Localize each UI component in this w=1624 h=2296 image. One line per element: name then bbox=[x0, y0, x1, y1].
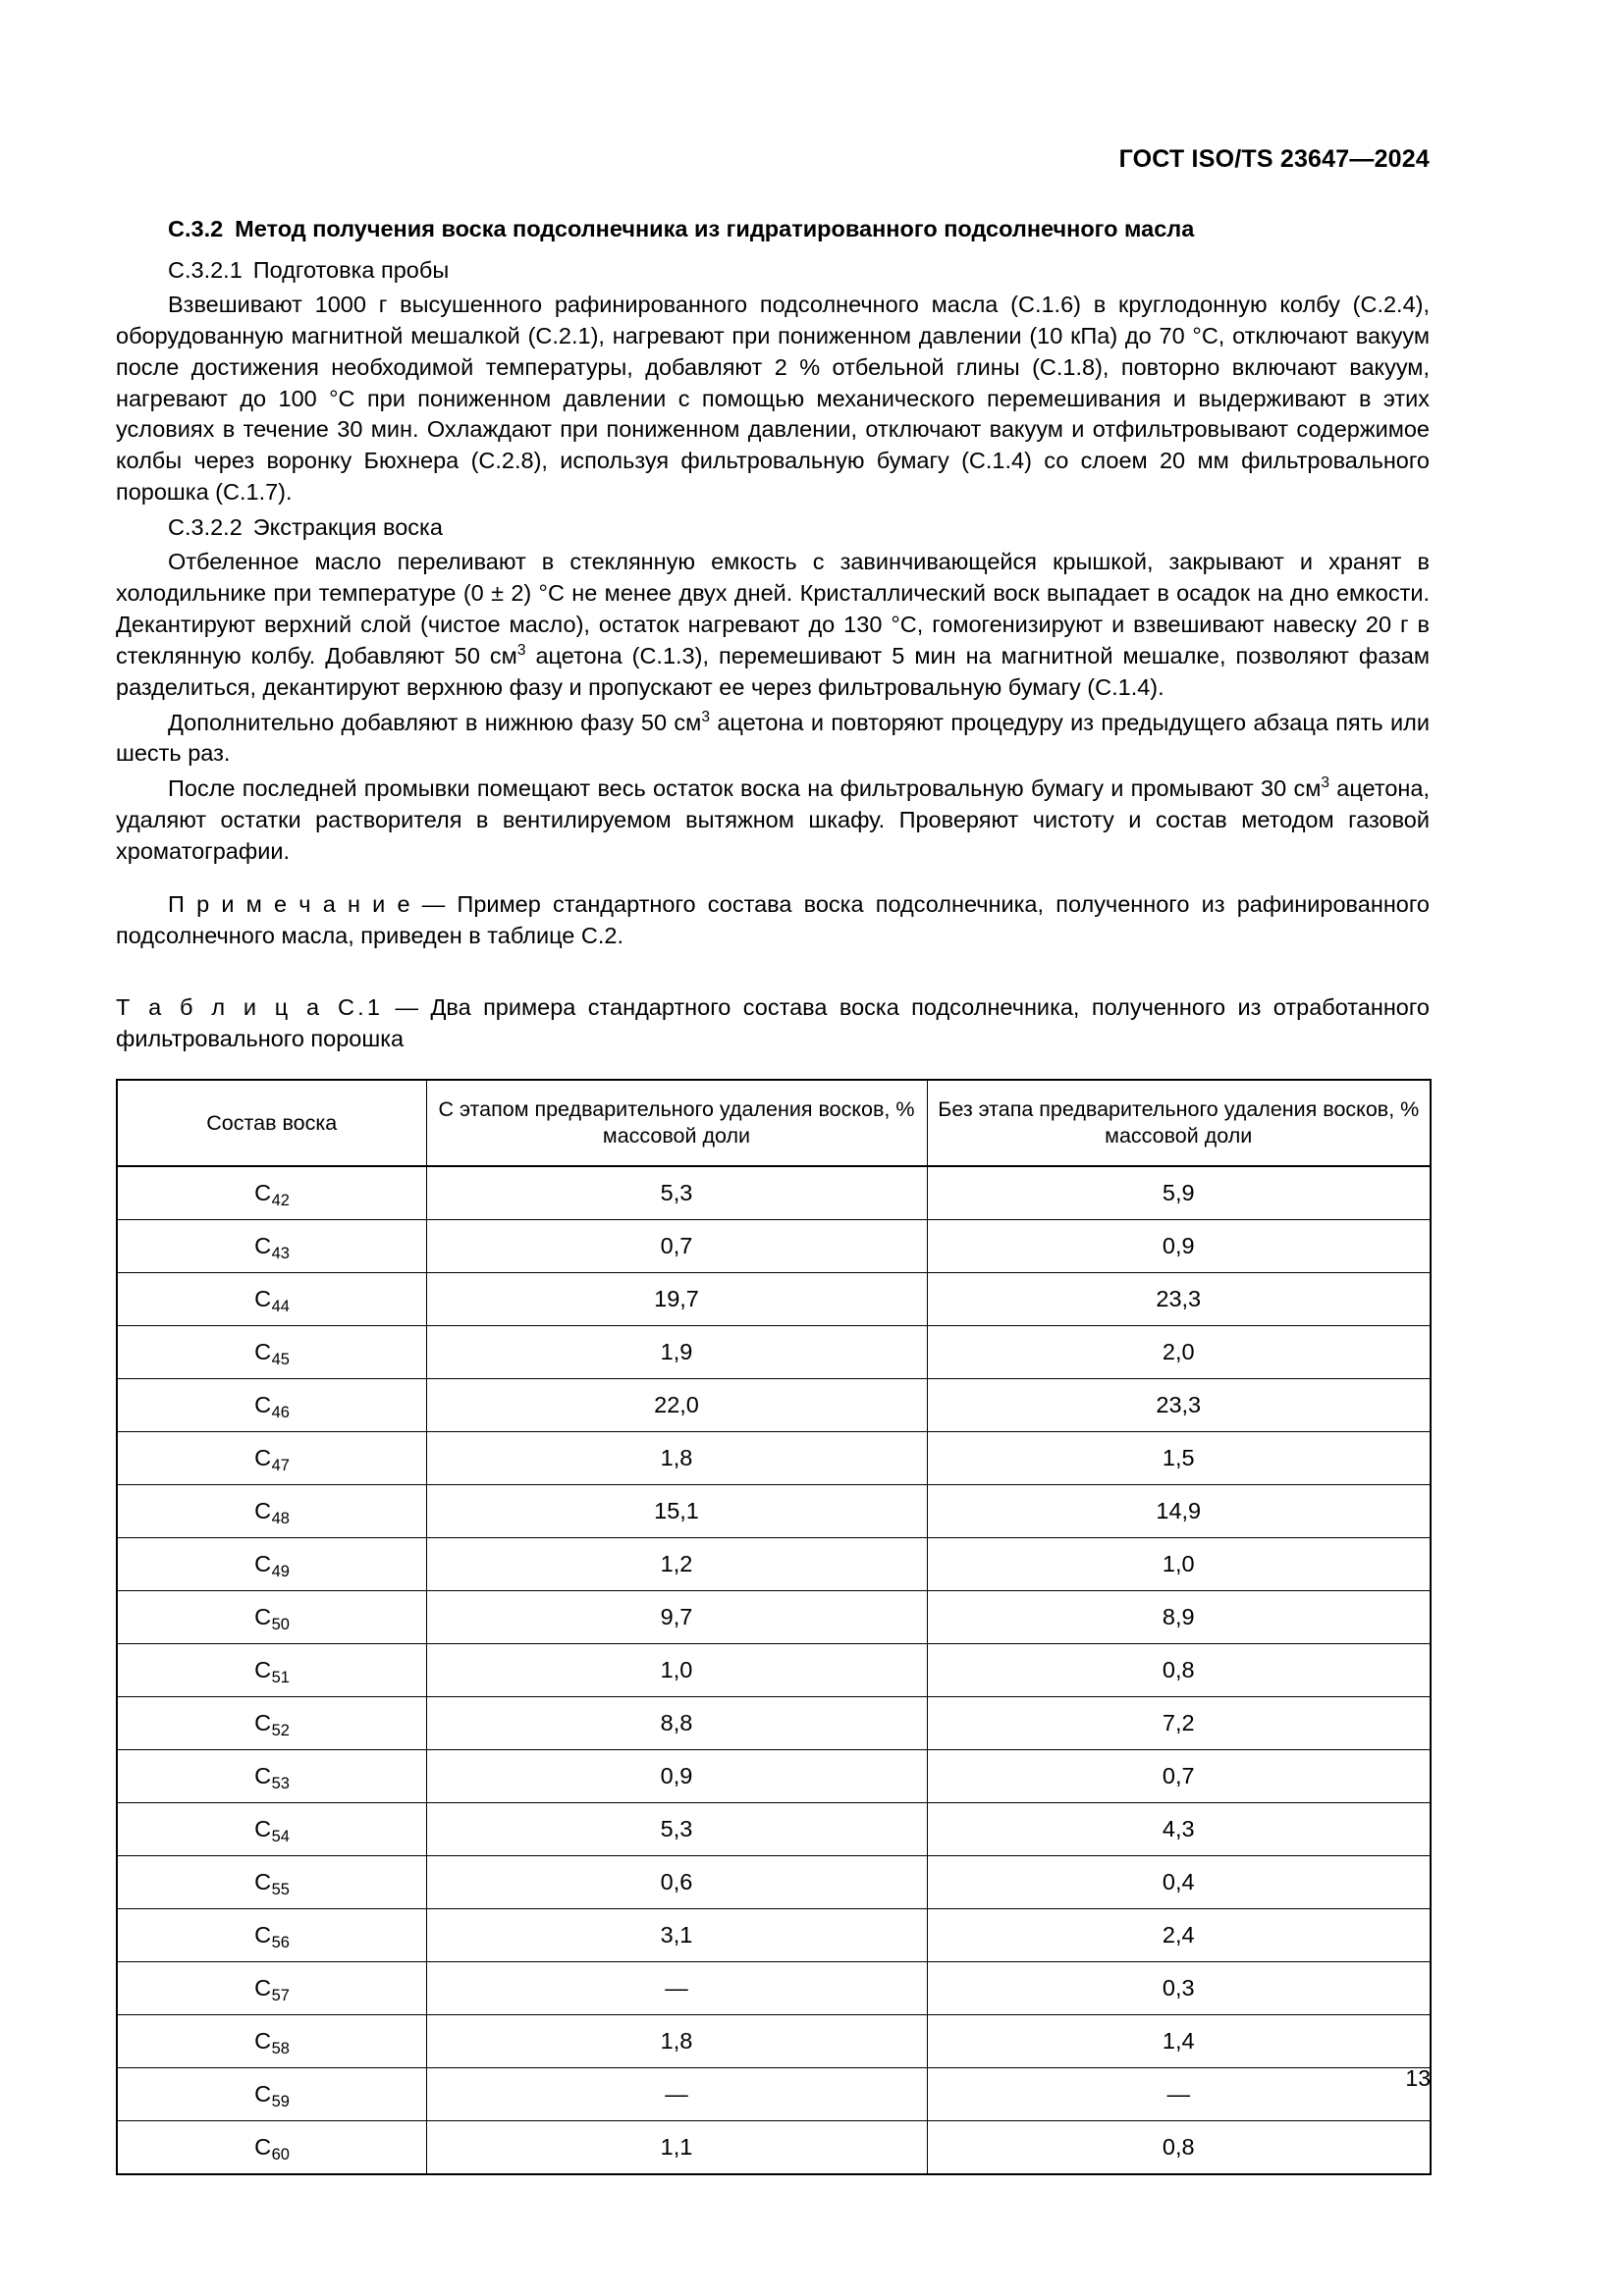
cell-with-prewax: 1,9 bbox=[426, 1326, 927, 1379]
table-row bbox=[117, 1909, 1431, 1962]
table-caption-text: Два примера стандартного состава воска подсолнечника, полученного из отработанного фильтровального порошка bbox=[116, 994, 1430, 1052]
cell-composition bbox=[117, 1803, 426, 1856]
subsection-title: Экстракция воска bbox=[252, 513, 443, 540]
page-content bbox=[116, 214, 1430, 2175]
cell-with-prewax: 1,8 bbox=[426, 1432, 927, 1485]
column-header-composition: Состав воска bbox=[117, 1080, 426, 1166]
cell-with-prewax: 19,7 bbox=[426, 1273, 927, 1326]
cell-with-prewax: 22,0 bbox=[426, 1379, 927, 1432]
composition-subscript: 49 bbox=[271, 1562, 290, 1580]
composition-subscript: 43 bbox=[271, 1244, 290, 1262]
composition-symbol: C bbox=[254, 1498, 272, 1524]
table-row bbox=[117, 1856, 1431, 1909]
table-header bbox=[117, 1080, 1431, 1166]
cell-with-prewax: 5,3 bbox=[426, 1166, 927, 1220]
wax-composition-table bbox=[116, 1079, 1432, 2175]
page-number: 13 bbox=[1405, 2065, 1431, 2091]
composition-subscript: 44 bbox=[271, 1297, 290, 1315]
section-title: Метод получения воска подсолнечника из гидратированного подсолнечного масла bbox=[235, 216, 1195, 241]
composition-subscript: 47 bbox=[271, 1456, 290, 1474]
cell-composition bbox=[117, 1485, 426, 1538]
cell-without-prewax: 1,0 bbox=[927, 1538, 1431, 1591]
composition-symbol: C bbox=[254, 1445, 272, 1471]
cell-without-prewax: 7,2 bbox=[927, 1697, 1431, 1750]
cell-composition bbox=[117, 1220, 426, 1273]
table-row bbox=[117, 1803, 1431, 1856]
composition-subscript: 46 bbox=[271, 1403, 290, 1421]
cell-without-prewax: 1,5 bbox=[927, 1432, 1431, 1485]
table-row bbox=[117, 1538, 1431, 1591]
composition-subscript: 48 bbox=[271, 1509, 290, 1527]
composition-subscript: 56 bbox=[271, 1933, 290, 1951]
paragraph-wax-extraction-1 bbox=[116, 547, 1430, 703]
cell-without-prewax: 1,4 bbox=[927, 2015, 1431, 2068]
cell-without-prewax: 0,4 bbox=[927, 1856, 1431, 1909]
paragraph-text-part: ацетона, удаляют остатки растворителя в вентилируемом вытяжном шкафу. Проверяют чистоту и состав методом газовой хроматографии. bbox=[116, 775, 1430, 864]
cell-composition bbox=[117, 1697, 426, 1750]
table-row bbox=[117, 1962, 1431, 2015]
superscript-cubic: 3 bbox=[701, 708, 710, 725]
cell-composition bbox=[117, 1379, 426, 1432]
cell-composition bbox=[117, 1962, 426, 2015]
cell-without-prewax: 8,9 bbox=[927, 1591, 1431, 1644]
cell-composition bbox=[117, 1909, 426, 1962]
cell-without-prewax: 0,7 bbox=[927, 1750, 1431, 1803]
composition-symbol: C bbox=[254, 2134, 272, 2161]
cell-composition bbox=[117, 1326, 426, 1379]
cell-without-prewax: 2,0 bbox=[927, 1326, 1431, 1379]
cell-composition bbox=[117, 1591, 426, 1644]
table-caption-dash: — bbox=[383, 994, 431, 1021]
note-text: Пример стандартного состава воска подсолнечника, полученного из рафинированного подсолнечного масла, приведен в таблице С.2. bbox=[116, 890, 1430, 948]
section-heading-c32 bbox=[116, 214, 1430, 244]
table-row bbox=[117, 1591, 1431, 1644]
table-row bbox=[117, 1326, 1431, 1379]
cell-without-prewax: 5,9 bbox=[927, 1166, 1431, 1220]
composition-subscript: 60 bbox=[271, 2145, 290, 2163]
composition-symbol: C bbox=[254, 2081, 272, 2108]
cell-with-prewax: — bbox=[426, 1962, 927, 2015]
cell-without-prewax: 2,4 bbox=[927, 1909, 1431, 1962]
cell-with-prewax: 0,7 bbox=[426, 1220, 927, 1273]
paragraph-text-part: После последней промывки помещают весь остаток воска на фильтровальную бумагу и промывают 30 см bbox=[168, 775, 1322, 802]
composition-subscript: 45 bbox=[271, 1350, 290, 1368]
superscript-cubic: 3 bbox=[516, 642, 526, 660]
table-caption bbox=[116, 992, 1430, 1055]
composition-subscript: 52 bbox=[271, 1721, 290, 1739]
cell-without-prewax: 0,8 bbox=[927, 2121, 1431, 2175]
cell-composition bbox=[117, 2068, 426, 2121]
cell-composition bbox=[117, 2121, 426, 2175]
composition-subscript: 58 bbox=[271, 2039, 290, 2057]
composition-subscript: 54 bbox=[271, 1827, 290, 1845]
table-row bbox=[117, 1644, 1431, 1697]
table-row bbox=[117, 1220, 1431, 1273]
paragraph-wax-extraction-3 bbox=[116, 774, 1430, 867]
subsection-heading-c322 bbox=[116, 512, 1430, 543]
table-caption-label: Т а б л и ц а С.1 bbox=[116, 994, 384, 1021]
cell-with-prewax: 8,8 bbox=[426, 1697, 927, 1750]
cell-without-prewax: 0,8 bbox=[927, 1644, 1431, 1697]
composition-symbol: C bbox=[254, 1392, 272, 1418]
cell-with-prewax: 9,7 bbox=[426, 1591, 927, 1644]
note-dash: — bbox=[409, 890, 458, 917]
cell-without-prewax: 0,9 bbox=[927, 1220, 1431, 1273]
subsection-heading-c321 bbox=[116, 255, 1430, 286]
composition-subscript: 53 bbox=[271, 1774, 290, 1792]
paragraph-sample-preparation: Взвешивают 1000 г высушенного рафинированного подсолнечного масла (С.1.6) в круглодонную колбу (С.2.4), оборудованную магнитной мешалкой (С.2.1), нагревают при пониженном давлении (10 кПа) до 70 °C, отключают вакуум после достижения необходимой температуры, добавляют 2 % отбельной глины (С.1.8), повторно включают вакуум, нагревают до 100 °C при пониженном давлении с помощью механического перемешивания и выдерживают в этих условиях в течение 30 мин. Охлаждают при пониженном давлении, отключают вакуум и отфильтровывают содержимое колбы через воронку Бюхнера (С.2.8), используя фильтровальную бумагу (С.1.4) со слоем 20 мм фильтровального порошка (С.1.7). bbox=[116, 292, 1430, 506]
table-body bbox=[117, 1166, 1431, 2174]
composition-symbol: C bbox=[254, 1975, 272, 2002]
cell-with-prewax: 1,2 bbox=[426, 1538, 927, 1591]
composition-symbol: C bbox=[254, 1710, 272, 1736]
note-label: П р и м е ч а н и е bbox=[168, 890, 410, 917]
subsection-number: C.3.2.1 bbox=[168, 256, 243, 283]
cell-without-prewax: 4,3 bbox=[927, 1803, 1431, 1856]
composition-subscript: 51 bbox=[271, 1668, 290, 1686]
paragraph-text-part: ацетона и повторяют процедуру из предыдущего абзаца пять или шесть раз. bbox=[116, 709, 1430, 767]
table-row bbox=[117, 1697, 1431, 1750]
table-row bbox=[117, 1379, 1431, 1432]
composition-symbol: C bbox=[254, 1233, 272, 1259]
column-header-without-prewax: Без этапа предварительного удаления восков, % массовой доли bbox=[927, 1080, 1431, 1166]
cell-without-prewax: 23,3 bbox=[927, 1273, 1431, 1326]
table-row bbox=[117, 2015, 1431, 2068]
composition-subscript: 42 bbox=[271, 1191, 290, 1209]
composition-symbol: C bbox=[254, 1604, 272, 1630]
table-header-row bbox=[117, 1080, 1431, 1166]
paragraph-text-part: Отбеленное масло переливают в стеклянную емкость с завинчивающейся крышкой, закрывают и хранят в холодильнике при температуре (0 ± 2) °C не менее двух дней. Кристаллический воск выпадает в осадок на дно емкости. Декантируют верхний слой (чистое масло), остаток нагревают до 130 °C, гомогенизируют и взвешивают навеску 20 г в стеклянную колбу. Добавляют 50 см bbox=[116, 549, 1430, 668]
running-header: ГОСТ ISO/TS 23647—2024 bbox=[1118, 145, 1430, 173]
section-number: C.3.2 bbox=[168, 216, 224, 241]
table-row bbox=[117, 1485, 1431, 1538]
composition-symbol: C bbox=[254, 1339, 272, 1365]
composition-symbol: C bbox=[254, 1286, 272, 1312]
cell-with-prewax: 3,1 bbox=[426, 1909, 927, 1962]
subsection-number: C.3.2.2 bbox=[168, 513, 243, 540]
table-row bbox=[117, 2068, 1431, 2121]
paragraph-text-part: Дополнительно добавляют в нижнюю фазу 50 см bbox=[168, 709, 702, 735]
table-row bbox=[117, 1166, 1431, 1220]
table-row bbox=[117, 1273, 1431, 1326]
composition-symbol: C bbox=[254, 1657, 272, 1683]
composition-symbol: C bbox=[254, 1922, 272, 1949]
note-block bbox=[116, 889, 1430, 952]
superscript-cubic: 3 bbox=[1321, 774, 1329, 792]
cell-composition bbox=[117, 1856, 426, 1909]
composition-symbol: C bbox=[254, 1869, 272, 1896]
paragraph-text-part: ацетона (С.1.3), перемешивают 5 мин на магнитной мешалке, позволяют фазам разделиться, декантируют верхнюю фазу и пропускают ее через фильтровальную бумагу (С.1.4). bbox=[116, 642, 1430, 700]
cell-with-prewax: 1,1 bbox=[426, 2121, 927, 2175]
cell-composition bbox=[117, 1538, 426, 1591]
table-row bbox=[117, 2121, 1431, 2175]
cell-composition bbox=[117, 1750, 426, 1803]
composition-subscript: 50 bbox=[271, 1615, 290, 1633]
table-row bbox=[117, 1432, 1431, 1485]
cell-without-prewax: — bbox=[927, 2068, 1431, 2121]
cell-composition bbox=[117, 1273, 426, 1326]
cell-composition bbox=[117, 2015, 426, 2068]
cell-with-prewax: 1,8 bbox=[426, 2015, 927, 2068]
cell-with-prewax: 1,0 bbox=[426, 1644, 927, 1697]
composition-symbol: C bbox=[254, 2028, 272, 2055]
cell-with-prewax: 15,1 bbox=[426, 1485, 927, 1538]
paragraph-wax-extraction-2 bbox=[116, 708, 1430, 771]
composition-symbol: C bbox=[254, 1763, 272, 1789]
subsection-title: Подготовка пробы bbox=[252, 256, 450, 283]
cell-with-prewax: 5,3 bbox=[426, 1803, 927, 1856]
composition-subscript: 55 bbox=[271, 1880, 290, 1898]
column-header-with-prewax: С этапом предварительного удаления восков, % массовой доли bbox=[426, 1080, 927, 1166]
composition-subscript: 59 bbox=[271, 2092, 290, 2110]
cell-with-prewax: 0,6 bbox=[426, 1856, 927, 1909]
cell-without-prewax: 23,3 bbox=[927, 1379, 1431, 1432]
composition-symbol: C bbox=[254, 1816, 272, 1842]
cell-composition bbox=[117, 1432, 426, 1485]
composition-subscript: 57 bbox=[271, 1986, 290, 2004]
cell-without-prewax: 0,3 bbox=[927, 1962, 1431, 2015]
cell-with-prewax: — bbox=[426, 2068, 927, 2121]
cell-with-prewax: 0,9 bbox=[426, 1750, 927, 1803]
composition-symbol: C bbox=[254, 1551, 272, 1577]
composition-symbol: C bbox=[254, 1180, 272, 1206]
cell-composition bbox=[117, 1644, 426, 1697]
cell-without-prewax: 14,9 bbox=[927, 1485, 1431, 1538]
cell-composition bbox=[117, 1166, 426, 1220]
table-row bbox=[117, 1750, 1431, 1803]
